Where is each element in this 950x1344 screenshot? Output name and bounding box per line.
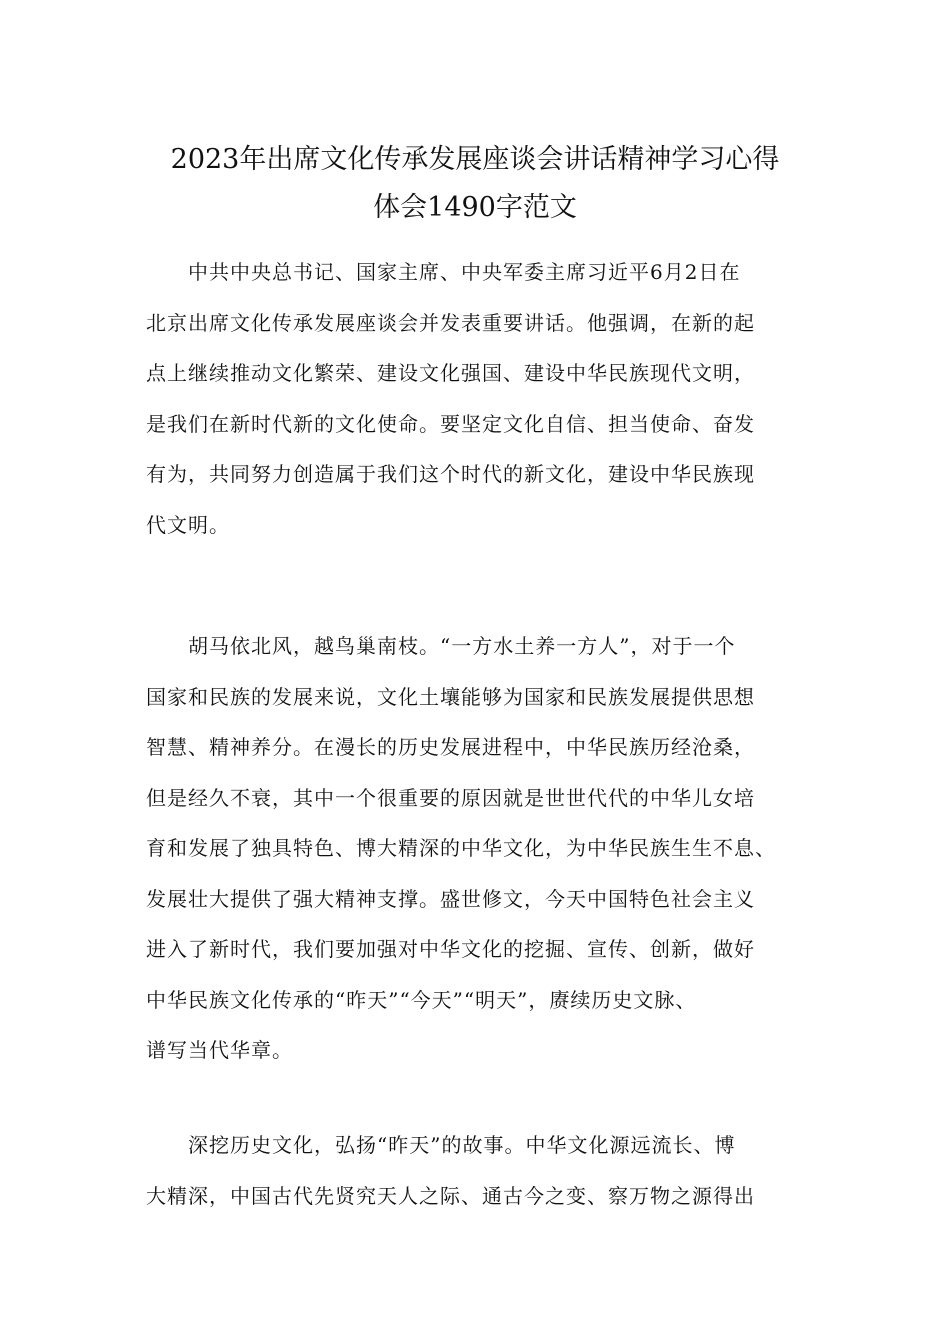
paragraph-2 bbox=[146, 621, 826, 1076]
paragraph-line: 胡马依北风，越鸟巢南枝。“一方水土养一方人”，对于一个 bbox=[188, 634, 736, 658]
paragraph-3 bbox=[146, 1120, 826, 1221]
paragraph-line: 点上继续推动文化繁荣、建设文化强国、建设中华民族现代文明， bbox=[146, 361, 755, 385]
paragraph-line: 中华民族文化传承的“昨天”“今天”“明天”，赓续历史文脉、 bbox=[146, 987, 697, 1012]
paragraph-line: 国家和民族的发展来说，文化土壤能够为国家和民族发展提供思想 bbox=[146, 684, 755, 709]
paragraph-line: 有为，共同努力创造属于我们这个时代的新文化，建设中华民族现 bbox=[146, 462, 755, 486]
title-line-1: 2023年出席文化传承发展座谈会讲话精神学习心得 bbox=[170, 144, 780, 175]
paragraph-line: 是我们在新时代新的文化使命。要坚定文化自信、担当使命、奋发 bbox=[146, 411, 755, 436]
title-line-2: 体会1490字范文 bbox=[373, 192, 577, 223]
paragraph-1 bbox=[146, 247, 826, 550]
paragraph-line: 谱写当代华章。 bbox=[146, 1038, 293, 1062]
paragraph-line: 育和发展了独具特色、博大精深的中华文化，为中华民族生生不息、 bbox=[146, 836, 776, 860]
paragraph-line: 智慧、精神养分。在漫长的历史发展进程中，中华民族历经沧桑， bbox=[146, 735, 755, 759]
paragraph-line: 代文明。 bbox=[146, 512, 230, 537]
paragraph-line: 进入了新时代，我们要加强对中华文化的挖掘、宣传、创新，做好 bbox=[146, 937, 755, 961]
paragraph-line: 但是经久不衰，其中一个很重要的原因就是世世代代的中华儿女培 bbox=[146, 785, 755, 810]
paragraph-line: 北京出席文化传承发展座谈会并发表重要讲话。他强调，在新的起 bbox=[146, 310, 755, 335]
paragraph-line: 中共中央总书记、国家主席、中央军委主席习近平6月2日在 bbox=[188, 260, 741, 284]
paragraph-line: 深挖历史文化，弘扬“昨天”的故事。中华文化源远流长、博 bbox=[188, 1133, 736, 1157]
paragraph-line: 大精深，中国古代先贤究天人之际、通古今之变、察万物之源得出 bbox=[146, 1183, 755, 1208]
paragraph-line: 发展壮大提供了强大精神支撑。盛世修文，今天中国特色社会主义 bbox=[146, 886, 755, 911]
document-title bbox=[120, 136, 830, 232]
